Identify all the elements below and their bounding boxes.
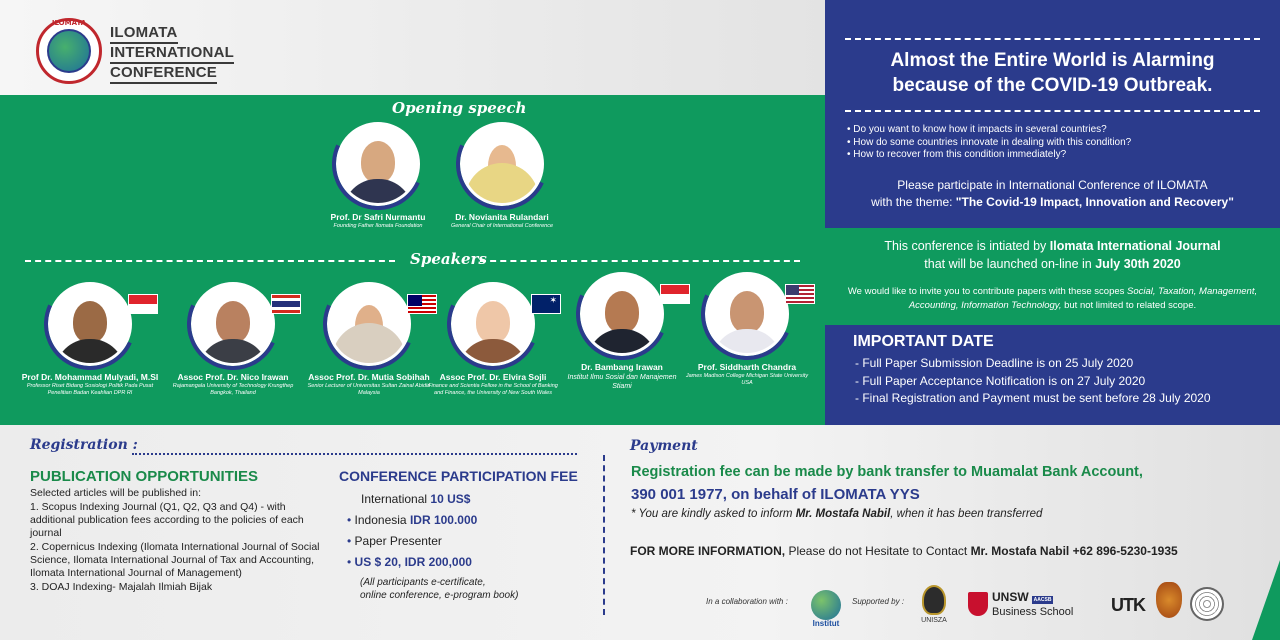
important-date-title: IMPORTANT DATE: [853, 333, 994, 350]
person-role: General Chair of International Conference: [450, 223, 554, 229]
theme-line: with the theme: "The Covid-19 Impact, Innovation and Recovery": [871, 195, 1234, 209]
person-name: Prof. Siddharth Chandra: [697, 362, 797, 372]
list-item: - Full Paper Submission Deadline is on 25 July 2020: [855, 356, 1134, 370]
globe-icon: [811, 590, 841, 620]
headline-divider-top: [845, 38, 1260, 40]
utk-logo: UTK: [1111, 594, 1145, 615]
headline-line: because of the COVID-19 Outbreak.: [892, 75, 1213, 96]
person-role: Finance and Scientia Fellow in the School of Banking and Finance, the University of New South Wales: [428, 383, 558, 396]
collab-label: In a collaboration with :: [706, 597, 788, 606]
payment-title: Payment: [630, 438, 698, 454]
person-name: Dr. Novianita Rulandari: [455, 212, 549, 222]
fee-list: [347, 489, 477, 573]
publication-text: [30, 487, 320, 594]
uniza-logo: UNISZA: [914, 576, 954, 632]
publication-intro: Selected articles will be published in:: [30, 487, 202, 499]
publication-title: PUBLICATION OPPORTUNITIES: [30, 468, 259, 485]
scopes-list: Social, Taxation, Management, Accounting, Information Technology,: [908, 286, 1258, 311]
person-name: Assoc Prof. Dr. Nico Irawan: [177, 372, 289, 382]
publication-list: [30, 501, 320, 594]
person-role: Professor Riset Bidang Sosiologi Politik Pada Pusat Penelitian Badan Keahlian DPR RI: [26, 383, 154, 396]
brand-line: ILOMATA: [110, 24, 178, 44]
fee-note: (All participants e-certificate, online conference, e-program book): [360, 577, 519, 601]
speakers-divider-left: [25, 260, 395, 262]
conference-theme: "The Covid-19 Impact, Innovation and Recovery": [955, 195, 1234, 209]
logo-text: ILOMATA: [51, 19, 87, 27]
speaker-card: [682, 272, 812, 387]
thailand-flag-icon: [271, 294, 301, 314]
speaker-card: [304, 282, 434, 397]
globe-icon: [47, 29, 91, 73]
person-role: Senior Lecturer of Universitas Sultan Zainal Abidin Malaysia: [307, 383, 431, 396]
covid-headline: [830, 48, 1275, 98]
person-role: Founding Father Ilomata Foundation: [333, 223, 423, 229]
contact-phone: Mr. Mostafa Nabil +62 896-5230-1935: [970, 544, 1178, 558]
payment-instructions: Registration fee can be made by bank transfer to Muamalat Bank Account,: [631, 464, 1143, 480]
shield-icon: [968, 592, 988, 616]
supported-label: Supported by :: [852, 597, 905, 606]
opening-speaker-1: [313, 122, 443, 230]
registration-title: Registration :: [30, 437, 138, 453]
fee-international: International 10 US$: [361, 492, 471, 506]
person-name: Assoc Prof. Dr. Mutia Sobihah: [308, 372, 430, 382]
scopes-text: We would like to invite you to contribute papers with these scopes Social, Taxation, Management, Accounting, Information Technology, but not limited to related scope.: [847, 286, 1258, 311]
bank-account: 390 001 1977, on behalf of ILOMATA YYS: [631, 486, 920, 503]
list-item: 3. DOAJ Indexing- Majalah Ilmiah Bijak: [30, 581, 213, 593]
list-item: • How to recover from this condition immediately?: [847, 149, 1131, 162]
list-item: 1. Scopus Indexing Journal (Q1, Q2, Q3 and Q4) - with additional publication fees according to the policies of each journal: [30, 501, 304, 539]
institut-logo: Institut: [805, 582, 847, 628]
headline-divider-bottom: [845, 110, 1260, 112]
registration-divider: [132, 453, 577, 455]
university-seal-icon: [1189, 586, 1225, 622]
brand-line: CONFERENCE: [110, 64, 217, 84]
usa-flag-icon: [785, 284, 815, 304]
person-name: Prof. Dr Safri Nurmantu: [330, 212, 426, 222]
speakers-divider-right: [480, 260, 800, 262]
question-list: [847, 124, 1131, 162]
unsw-logo: UNSW AACSB Business School: [968, 588, 1088, 620]
list-item: 2. Copernicus Indexing (Ilomata International Journal of Social Science, Ilomata International Journal of Tax and Accounting, Ilomata International Journal of Management): [30, 541, 320, 579]
fee-presenter: • Paper Presenter: [347, 531, 477, 552]
person-name: Assoc Prof. Dr. Elvira Sojli: [439, 372, 547, 382]
person-name: Prof Dr. Mohammad Mulyadi, M.SI: [21, 372, 159, 382]
list-item: • Do you want to know how it impacts in several countries?: [847, 124, 1131, 137]
person-role: Institut Ilmu Sosial dan Manajemen Stiami: [567, 374, 677, 390]
launch-date: July 30th 2020: [1095, 257, 1181, 271]
indonesia-flag-icon: [128, 294, 158, 314]
brand-line: INTERNATIONAL: [110, 44, 234, 64]
initiated-text: This conference is intiated by Ilomata International Journal that will be launched on-line in July 30th 2020: [884, 239, 1221, 271]
journal-name: Ilomata International Journal: [1049, 239, 1221, 253]
participate-text: [830, 177, 1275, 211]
fee-indonesia: • Indonesia IDR 100.000: [347, 510, 477, 531]
payment-note: * You are kindly asked to inform Mr. Mostafa Nabil, when it has been transferred: [631, 508, 1043, 520]
participate-line: Please participate in International Conference of ILOMATA: [897, 178, 1208, 192]
fee-title: CONFERENCE PARTICIPATION FEE: [339, 468, 578, 484]
brand-name: [110, 24, 234, 84]
headline-line: Almost the Entire World is Alarming: [890, 50, 1215, 71]
speaker-card: [20, 282, 160, 397]
list-item: - Final Registration and Payment must be sent before 28 July 2020: [855, 391, 1211, 405]
ilomata-logo: [36, 18, 102, 84]
person-name: Dr. Bambang Irawan: [581, 362, 663, 372]
vertical-divider: [603, 455, 605, 615]
person-role: Rajamangala University of Technology Krungthep Bangkok, Thailand: [172, 383, 294, 396]
list-item: - Full Paper Acceptance Notification is on 27 July 2020: [855, 373, 1146, 388]
crest-icon: [922, 585, 946, 615]
speaker-card: [557, 272, 687, 391]
speakers-title: Speakers: [410, 250, 487, 268]
speaker-card: [168, 282, 298, 397]
speaker-card: [428, 282, 558, 397]
contact-info: FOR MORE INFORMATION, Please do not Hesitate to Contact Mr. Mostafa Nabil +62 896-5230-1935: [630, 544, 1178, 558]
university-seal-icon: [1154, 578, 1184, 622]
fee-presenter-value: • US $ 20, IDR 200,000: [347, 552, 477, 573]
person-role: James Madison College Michigan State University USA: [685, 373, 809, 386]
opening-speaker-2: [437, 122, 567, 230]
important-date-list: [855, 355, 1211, 408]
opening-speech-title: Opening speech: [392, 99, 527, 117]
list-item: • How do some countries innovate in dealing with this condition?: [847, 137, 1131, 150]
